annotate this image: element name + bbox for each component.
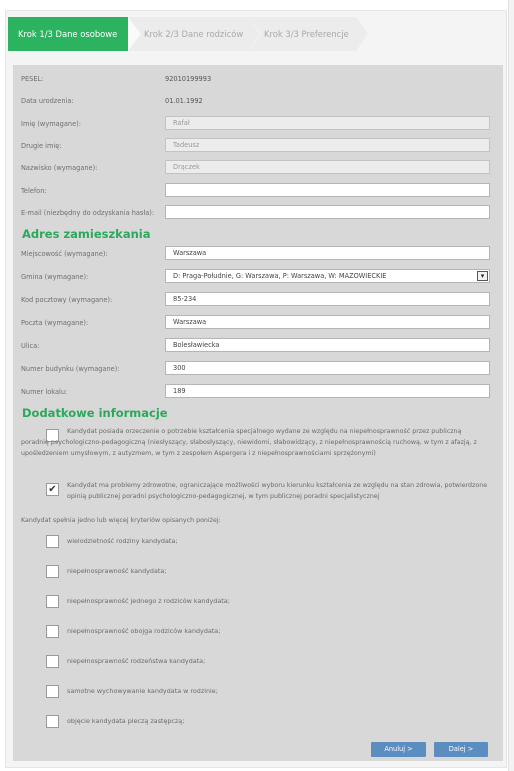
step-separator xyxy=(128,17,141,51)
address-section-title: Adres zamieszkania xyxy=(22,227,151,241)
post-row xyxy=(21,315,497,331)
criteria-label: objęcie kandydata pieczą zastępczą; xyxy=(67,717,185,725)
form-container xyxy=(5,10,507,768)
dob-value: 01.01.1992 xyxy=(165,97,203,105)
commune-select-value: D: Praga-Południe, G: Warszawa, P: Warszawa, W: MAZOWIECKIE xyxy=(173,272,387,280)
check-icon: ✔ xyxy=(48,484,57,495)
building-number-field[interactable]: 300 xyxy=(165,361,490,375)
cancel-button[interactable]: Anuluj > xyxy=(371,742,426,757)
criteria-label: wielodzietność rodziny kandydata; xyxy=(67,537,178,545)
email-label: E-mail (niezbędny do odzyskania hasła): xyxy=(21,209,155,217)
postal-row xyxy=(21,292,497,308)
criteria-checkbox[interactable] xyxy=(46,685,59,698)
commune-label: Gmina (wymagane): xyxy=(21,273,89,281)
first-name-field: Rafał xyxy=(165,116,490,130)
criteria-checkbox[interactable] xyxy=(46,565,59,578)
email-row xyxy=(21,205,497,221)
criteria-checkbox[interactable] xyxy=(46,655,59,668)
second-name-row xyxy=(21,138,497,154)
second-name-field: Tadeusz xyxy=(165,138,490,152)
criteria-checkbox[interactable] xyxy=(46,595,59,608)
next-button[interactable]: Dalej > xyxy=(434,742,488,757)
form-panel xyxy=(13,65,503,761)
page-scrollbar[interactable] xyxy=(508,0,514,771)
criteria-label: samotne wychowywanie kandydata w rodzinie; xyxy=(67,687,218,695)
health-problems-checkbox[interactable] xyxy=(46,483,59,496)
criteria-checkbox[interactable] xyxy=(46,535,59,548)
criteria-label: niepełnosprawność kandydata; xyxy=(67,567,167,575)
commune-select[interactable] xyxy=(165,269,490,283)
postal-label: Kod pocztowy (wymagane): xyxy=(21,296,113,304)
street-field[interactable]: Bolesławiecka xyxy=(165,338,490,352)
street-row xyxy=(21,338,497,354)
health-problems-text: Kandydat ma problemy zdrowotne, ograniczające możliwości wyboru kierunku kształcenia ze względu na stan zdrowia, potwierdzone opinią publicznej poradni psychologiczno-pedagogicznej, w tym publicznej poradni specjalistycznej xyxy=(67,482,488,501)
city-label: Miejscowość (wymagane): xyxy=(21,250,108,258)
building-label: Numer budynku (wymagane): xyxy=(21,365,120,373)
phone-label: Telefon: xyxy=(21,187,47,195)
dob-label: Data urodzenia: xyxy=(21,97,74,105)
city-row xyxy=(21,246,497,262)
flat-row xyxy=(21,384,497,400)
dob-row xyxy=(21,93,497,109)
criteria-label: niepełnosprawność rodzeństwa kandydata; xyxy=(67,657,206,665)
criteria-checkbox[interactable] xyxy=(46,715,59,728)
phone-field[interactable] xyxy=(165,183,490,197)
flat-label: Numer lokalu: xyxy=(21,388,68,396)
last-name-field: Drączek xyxy=(165,160,490,174)
flat-number-field[interactable]: 189 xyxy=(165,384,490,398)
second-name-label: Drugie imię: xyxy=(21,142,62,150)
post-label: Poczta (wymagane): xyxy=(21,319,89,327)
phone-row xyxy=(21,183,497,199)
pesel-value: 92010199993 xyxy=(165,75,212,83)
post-field[interactable]: Warszawa xyxy=(165,315,490,329)
city-field[interactable]: Warszawa xyxy=(165,246,490,260)
last-name-label: Nazwisko (wymagane): xyxy=(21,164,98,172)
criteria-checkbox[interactable] xyxy=(46,625,59,638)
first-name-row xyxy=(21,116,497,132)
criteria-label: niepełnosprawność jednego z rodziców kandydata; xyxy=(67,597,230,605)
special-education-text: Kandydat posiada orzeczenie o potrzebie kształcenia specjalnego wydane ze względu na niepełnosprawność przez publiczną poradnię psychologiczno-pedagogiczną (niesłyszący, słabosłyszący, niewidomi, słabowidzący, z niepełnosprawnością ruchową, w tym z afazją, z upośledzeniem umysłowym, z autyzmem, w tym z zespołem Aspergera i z niepełnosprawnościami sprzężonymi) xyxy=(21,428,477,458)
street-label: Ulica: xyxy=(21,342,40,350)
criteria-label: niepełnosprawność obojga rodziców kandydata; xyxy=(67,627,221,635)
step-3-preferences[interactable]: Krok 3/3 Preferencje xyxy=(248,17,356,51)
commune-row xyxy=(21,269,497,285)
wizard-steps xyxy=(8,17,504,51)
building-row xyxy=(21,361,497,377)
pesel-row xyxy=(21,71,497,87)
pesel-label: PESEL: xyxy=(21,75,44,83)
first-name-label: Imię (wymagane): xyxy=(21,120,81,128)
criteria-note: Kandydat spełnia jedno lub więcej kryteriów opisanych poniżej: xyxy=(21,517,221,524)
email-field[interactable] xyxy=(165,205,490,219)
chevron-down-icon[interactable]: ▾ xyxy=(477,271,488,281)
postal-code-field[interactable]: 85-234 xyxy=(165,292,490,306)
step-2-parents-data[interactable]: Krok 2/3 Dane rodziców xyxy=(128,17,248,51)
additional-section-title: Dodatkowe informacje xyxy=(22,406,168,420)
last-name-row xyxy=(21,160,497,176)
step-1-personal-data[interactable]: Krok 1/3 Dane osobowe xyxy=(8,17,128,51)
